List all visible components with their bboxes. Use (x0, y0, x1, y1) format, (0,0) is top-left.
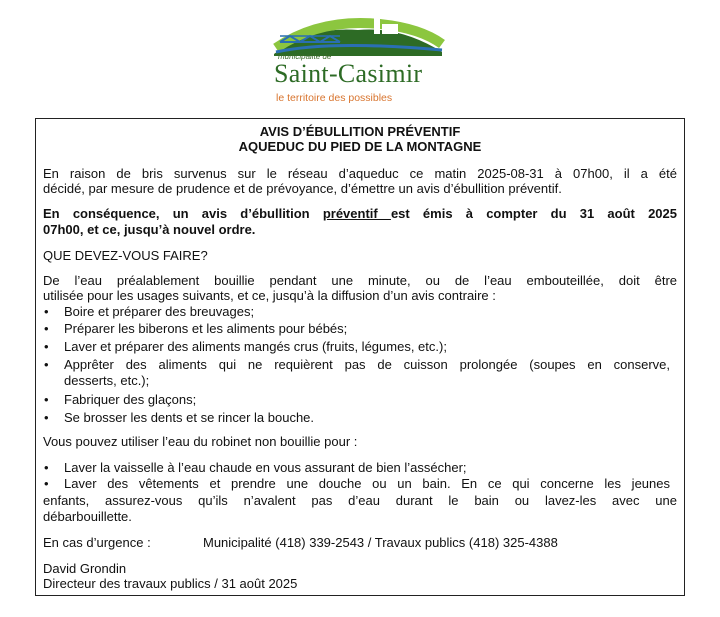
tap-item: Laver des vêtements et prendre une douche ou un bain. En ce qui concerne les jeunes (64, 476, 670, 491)
bullet: • (44, 410, 49, 425)
boiled-item: Laver et préparer des aliments mangés crus (fruits, légumes, etc.); (64, 339, 447, 354)
intro-line-1: En raison de bris survenus sur le réseau d’aqueduc ce matin 2025-08-31 à 07h00, il a été (43, 166, 677, 181)
bold-notice-part-2: est émis à compter du 31 août 2025 (390, 206, 677, 221)
question-heading: QUE DEVEZ-VOUS FAIRE? (43, 248, 208, 263)
tap-intro: Vous pouvez utiliser l’eau du robinet non bouillie pour : (43, 434, 358, 449)
bold-notice-part-1: En conséquence, un avis d’ébullition (43, 206, 323, 221)
tap-item-continued: débarbouillette. (43, 509, 132, 524)
boiled-item: Préparer les biberons et les aliments pour bébés; (64, 321, 348, 336)
municipal-logo (270, 8, 446, 104)
logo-tagline: le territoire des possibles (276, 92, 393, 104)
notice-title: AVIS D’ÉBULLITION PRÉVENTIF (259, 124, 461, 139)
logo-prefix: municipalité de (278, 52, 332, 61)
bullet: • (44, 304, 49, 319)
notice-subtitle: AQUEDUC DU PIED DE LA MONTAGNE (238, 139, 482, 154)
tap-item-continued: enfants, assurez-vous qu’ils n’avalent pas d’eau durant le bain ou lavez-les avec une (43, 493, 677, 508)
logo-name: Saint-Casimir (274, 59, 423, 88)
bullet: • (44, 339, 49, 354)
boiled-item: Se brosser les dents et se rincer la bouche. (64, 410, 315, 425)
intro-line-2: décidé, par mesure de prudence et de prévoyance, d’émettre un avis d’ébullition préventif. (43, 181, 562, 196)
bullet: • (44, 357, 49, 372)
tap-item: Laver la vaisselle à l’eau chaude en vous assurant de bien l’assécher; (64, 460, 467, 475)
signatory-title: Directeur des travaux publics / 31 août 2025 (43, 576, 298, 591)
bullet: • (44, 476, 49, 491)
logo-graphic (270, 8, 446, 56)
bullet: • (44, 392, 49, 407)
signatory-name: David Grondin (43, 561, 127, 576)
bullet: • (44, 460, 49, 475)
boiled-item-continued: desserts, etc.); (64, 373, 150, 388)
boiled-item: Boire et préparer des breuvages; (64, 304, 255, 319)
bold-notice-underlined: préventif (322, 206, 391, 221)
emergency-contacts: Municipalité (418) 339-2543 / Travaux publics (418) 325-4388 (203, 535, 558, 550)
boiled-intro-line-1: De l’eau préalablement bouillie pendant une minute, ou de l’eau embouteillée, doit être (43, 273, 677, 288)
bold-notice-line-2: 07h00, et ce, jusqu’à nouvel ordre. (43, 222, 256, 237)
boiled-item: Apprêter des aliments qui ne requièrent pas de cuisson prolongée (soupes en conserve, (64, 357, 670, 372)
bullet: • (44, 321, 49, 336)
boiled-intro-line-2: utilisée pour les usages suivants, et ce, jusqu’à la diffusion d’un avis contraire : (43, 288, 496, 303)
boiled-item: Fabriquer des glaçons; (64, 392, 197, 407)
bold-notice-line-1 (43, 206, 677, 221)
emergency-label: En cas d’urgence : (43, 535, 151, 550)
